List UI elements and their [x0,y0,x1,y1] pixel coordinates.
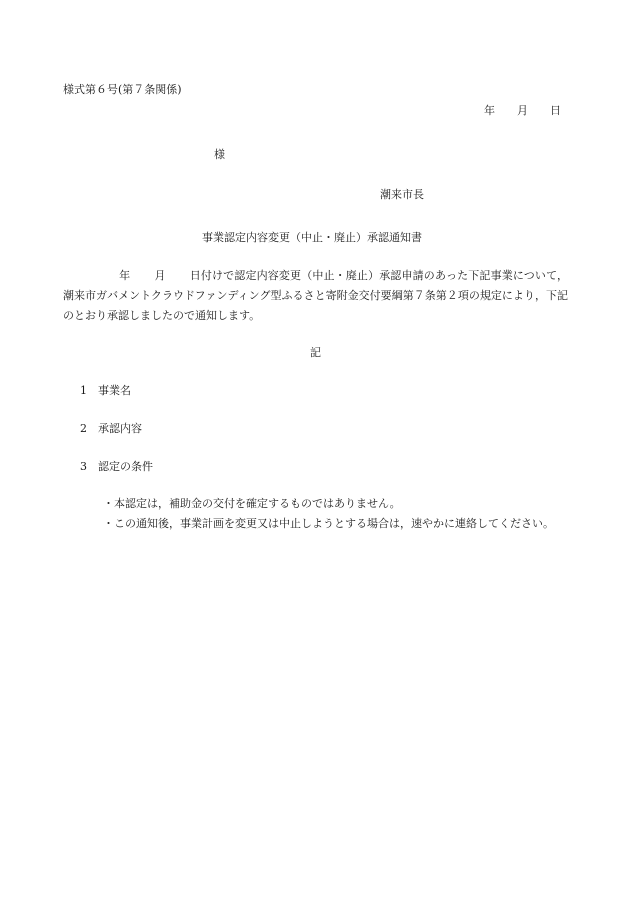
document-title: 事業認定内容変更（中止・廃止）承認通知書 [202,231,422,244]
date-line [484,104,561,118]
body-year: 年 [119,269,131,282]
date-month: 月 [517,104,528,117]
condition-item: ・本認定は，補助金の交付を確定するものではありません。 [103,497,401,510]
list-item [80,384,131,398]
item-number: 2 [80,422,87,435]
body-text: 日付けで認定内容変更（中止・廃止）承認申請のあった下記事業について，潮来市ガバメントクラウドファンディング型ふるさと寄附金交付要綱第７条第２項の規定により，下記のとおり承認しましたので通知します。 [63,269,569,322]
list-item [80,460,153,474]
item-number: 3 [80,460,87,473]
form-number: 様式第６号(第７条関係) [63,83,182,96]
body-paragraph [63,266,568,326]
item-label: 認定の条件 [98,460,153,473]
condition-item: ・この通知後，事業計画を変更又は中止しようとする場合は，速やかに連絡してください。 [103,517,554,530]
item-number: 1 [80,384,87,397]
item-label: 事業名 [98,384,131,397]
item-label: 承認内容 [98,422,142,435]
addressee-suffix: 様 [214,148,225,161]
body-month: 月 [154,269,166,282]
list-item [80,422,142,436]
date-year: 年 [484,104,495,117]
issuer: 潮来市長 [380,188,424,201]
date-day: 日 [550,104,561,117]
ki-heading: 記 [310,346,321,359]
